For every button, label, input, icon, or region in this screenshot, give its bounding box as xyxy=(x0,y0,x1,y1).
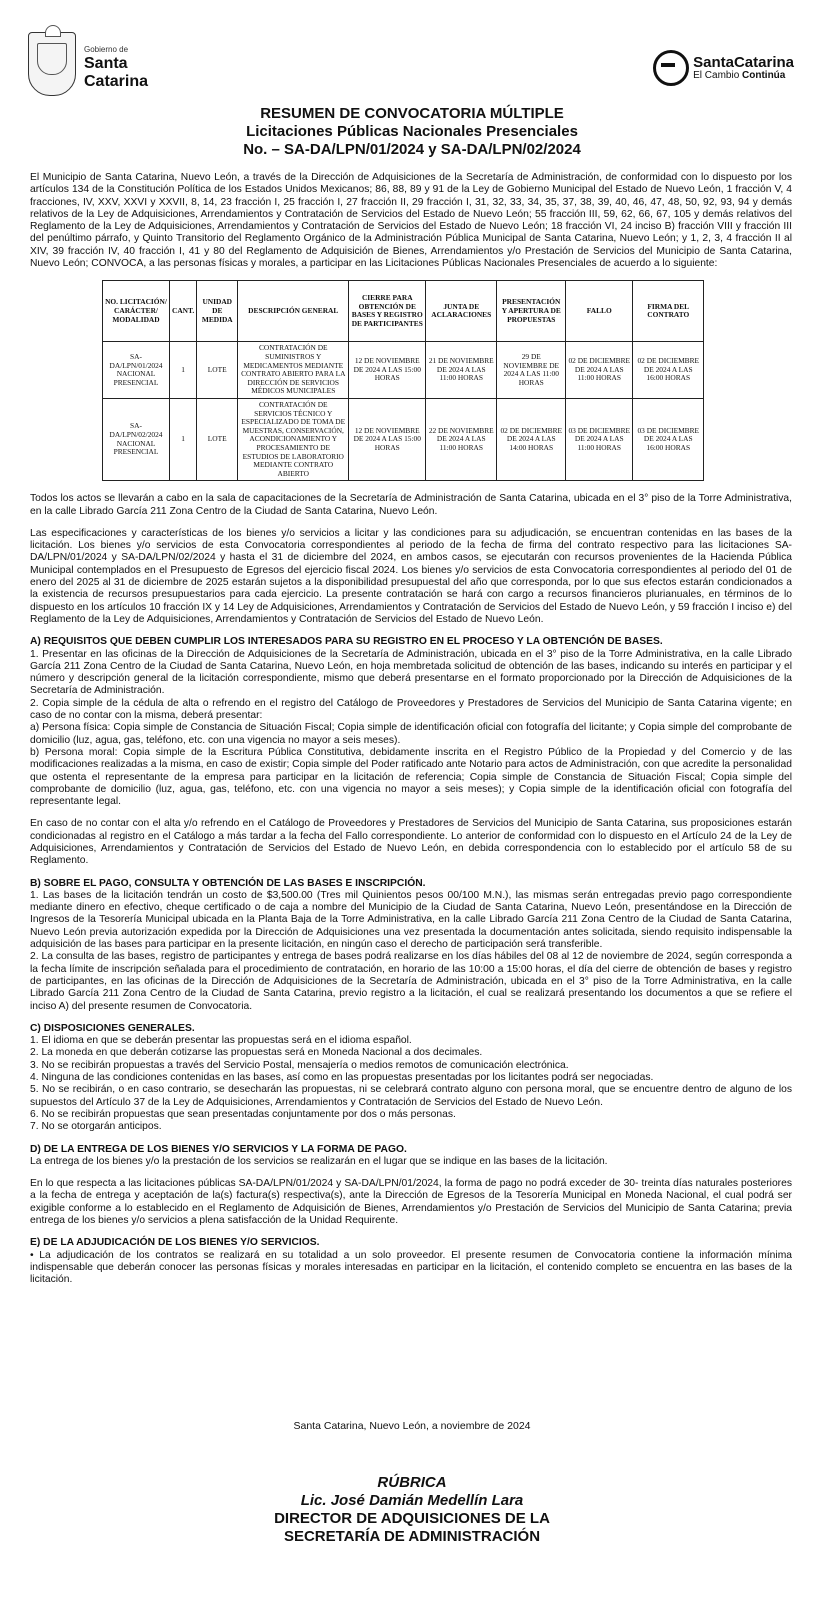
table-header-cell: JUNTA DE ACLARACIONES xyxy=(426,281,497,342)
table-cell: 02 DE DICIEMBRE DE 2024 A LAS 11:00 HORAS xyxy=(566,342,633,399)
brand-name: SantaCatarina xyxy=(693,54,794,71)
signer-role-line1: DIRECTOR DE ADQUISICIONES DE LA xyxy=(274,1510,550,1527)
signature-block xyxy=(0,1474,824,1546)
section-d-line: La entrega de los bienes y/o la prestación de los servicios se realizarán en el lugar que se indique en las bases de la licitación. xyxy=(30,1155,608,1167)
intro-paragraph: El Municipio de Santa Catarina, Nuevo León, a través de la Dirección de Adquisiciones de la Secretaría de Administración, de conformidad con lo dispuesto por los artículos 134 de la Constitución Política de los Estados Unidos Mexicanos; 86, 88, 89 y 91 de la Ley de Gobierno Municipal del Estado de Nuevo León, 1 fracción V, 4 fracciones, IV, XXV, XXVI y XXVII, 8, 14, 23 fracción I, 25 fracción I, 27 fracción II, 29 fracción I, 31, 32, 33, 34, 35, 37, 38, 39, 40, 46, 47, 48, 50, 92, 93, 94 y demás relativos de la Ley de Adquisiciones, Arrendamientos y Contratación de Servicios del Estado de Nuevo León; 55 fracción III, 59, 62, 66, 67, 105 y demás relativos del Reglamento de la Ley de Adquisiciones, Arrendamientos y Contratación de Servicios del Estado de Nuevo León; 18 fracción VI, 24 inciso B) fracción VIII y fracción III del penúltimo párrafo, y Quinto Transitorio del Reglamento Orgánico de la Administración Pública Municipal de Santa Catarina, Nuevo León; y 1, 2, 3, 4 fracción II al XIV, 39 fracción IV, 40 fracción I, 41 y 80 del Reglamento de Adquisición de Bienes, Arrendamientos y/o Prestación de Servicios del Municipio de Santa Catarina, Nuevo León; CONVOCA, a las personas físicas y morales, a participar en las Licitaciones Públicas Nacionales Presenciales de acuerdo a lo siguiente: xyxy=(30,172,792,270)
document-title xyxy=(0,105,824,159)
table-cell: 21 DE NOVIEMBRE DE 2024 A LAS 11:00 HORAS xyxy=(426,342,497,399)
section-e-heading: E) DE LA ADJUDICACIÓN DE LOS BIENES Y/O SERVICIOS. xyxy=(30,1237,320,1249)
table-header-cell: FIRMA DEL CONTRATO xyxy=(633,281,704,342)
table-header-cell: CANT. xyxy=(170,281,197,342)
table-row xyxy=(103,398,704,480)
table-cell: 29 DE NOVIEMBRE DE 2024 A LAS 11:00 HORAS xyxy=(497,342,566,399)
signer-role-line2: SECRETARÍA DE ADMINISTRACIÓN xyxy=(283,1528,541,1545)
table-cell: 1 xyxy=(170,342,197,399)
section-a-heading: A) REQUISITOS QUE DEBEN CUMPLIR LOS INTERESADOS PARA SU REGISTRO EN EL PROCESO Y LA OBTENCIÓN DE BASES. xyxy=(30,636,663,648)
section-d-heading: D) DE LA ENTREGA DE LOS BIENES Y/O SERVICIOS Y LA FORMA DE PAGO. xyxy=(30,1143,407,1155)
table-cell: SA-DA/LPN/02/2024 NACIONAL PRESENCIAL xyxy=(103,398,170,480)
section-c-item: 7. No se otorgarán anticipos. xyxy=(30,1121,162,1133)
location-paragraph: Todos los actos se llevarán a cabo en la sala de capacitaciones de la Secretaría de Administración de Santa Catarina, ubicada en el 3° piso de la Torre Administrativa, en la calle Librado García 211 Zona Centro de la Ciudad de Santa Catarina, Nuevo León. xyxy=(30,493,792,517)
section-a-item: b) Persona moral: Copia simple de la Escritura Pública Constitutiva, debidamente inscrita en el Registro Público de la Propiedad y del Comercio y de las modificaciones realizadas a la misma, en caso de existir; Copia simple del Poder ratificado ante Notario para actos de Administración, con que acredite la personalidad que ostenta el representante de la empresa para participar en la licitación de referencia; Copia simple de Constancia de Situación Fiscal; Copia simple del comprobante de domicilio (luz, agua, gas, teléfono, etc. con una vigencia no mayor a seis meses); y Copia simple de la identificación oficial con fotografía del representante legal. xyxy=(30,746,792,808)
tender-table xyxy=(102,280,704,481)
brand-mark-icon xyxy=(653,50,689,86)
table-cell: LOTE xyxy=(197,342,238,399)
table-header-cell: FALLO xyxy=(566,281,633,342)
document-body xyxy=(30,172,792,1287)
table-cell: 03 DE DICIEMBRE DE 2024 A LAS 16:00 HORAS xyxy=(633,398,704,480)
section-a-item: 2. Copia simple de la cédula de alta o refrendo en el registro del Catálogo de Proveedores y Prestadores de Servicios del Municipio de Santa Catarina vigente; en caso de no contar con la misma, deberá presentar: xyxy=(30,697,792,722)
table-cell: 12 DE NOVIEMBRE DE 2024 A LAS 15:00 HORAS xyxy=(349,398,426,480)
section-b-item: 1. Las bases de la licitación tendrán un costo de $3,500.00 (Tres mil Quinientos pesos 00/100 M.N.), las mismas serán entregadas previo pago correspondiente mediante dinero en efectivo, cheque certificado o de caja a nombre del Municipio de la Ciudad de Santa Catarina, Nuevo León, presentándose en la Dirección de Ingresos de la Tesorería Municipal ubicada en la Planta Baja de la Torre Administrativa, en la calle Librado García 211 Zona Centro de la Ciudad de Santa Catarina, Nuevo León previa autorización expedida por la Dirección de Adquisiciones una vez presentada la documentación antes solicitada, siendo requisito indispensable la adquisición de las bases para participar en la presente licitación, en ningún caso el derecho de participación será transferible. xyxy=(30,889,792,951)
table-cell: CONTRATACIÓN DE SERVICIOS TÉCNICO Y ESPECIALIZADO DE TOMA DE MUESTRAS, CONSERVACIÓN, ACONDICIONAMIENTO Y PROCESAMIENTO DE ESTUDIOS DE LABORATORIO MEDIANTE CONTRATO ABIERTO xyxy=(238,398,349,480)
section-c-item: 4. Ninguna de las condiciones contenidas en las bases, así como en las propuestas presentadas por los licitantes podrá ser negociadas. xyxy=(30,1072,654,1084)
table-header-cell: UNIDAD DE MEDIDA xyxy=(197,281,238,342)
brand-tagline: El Cambio Continúa xyxy=(693,70,786,81)
section-a-item: 1. Presentar en las oficinas de la Dirección de Adquisiciones de la Secretaría de Administración, ubicada en el 3° piso de la Torre Administrativa, en la calle Librado García 211 Zona Centro de la Ciudad de Santa Catarina, Nuevo León, en hoja membretada solicitud de obtención de las bases, indicando su interés en participar y el número y descripción general de la licitación correspondiente, mismo que deberá presentarse en el formato proporcionado por la Dirección de Adquisiciones de la Secretaría de Administración. xyxy=(30,648,792,697)
section-c-item: 1. El idioma en que se deberán presentar las propuestas será en el idioma español. xyxy=(30,1035,412,1047)
table-cell: 22 DE NOVIEMBRE DE 2024 A LAS 11:00 HORAS xyxy=(426,398,497,480)
table-cell: 02 DE DICIEMBRE DE 2024 A LAS 16:00 HORAS xyxy=(633,342,704,399)
section-a-note: En caso de no contar con el alta y/o refrendo en el Catálogo de Proveedores y Prestadores de Servicios del Municipio de Santa Catarina, sus proposiciones estarán condicionadas al registro en el Catálogo a más tardar a la fecha del Fallo correspondiente. Lo anterior de conformidad con lo dispuesto en el Artículo 24 de la Ley de Adquisiciones, Arrendamientos y Contratación de Servicios del Estado de Nuevo León, en debida correspondencia con lo establecido por el artículo 58 de su Reglamento. xyxy=(30,818,792,867)
gov-name-line1: Santa xyxy=(84,55,128,72)
table-cell: 1 xyxy=(170,398,197,480)
gov-small-text: Gobierno de xyxy=(84,45,129,54)
table-cell: 02 DE DICIEMBRE DE 2024 A LAS 14:00 HORAS xyxy=(497,398,566,480)
gov-name-line2: Catarina xyxy=(84,73,149,90)
section-e-text: • La adjudicación de los contratos se realizará en su totalidad a un solo proveedor. El presente resumen de Convocatoria contiene la información mínima indispensable que deberán conocer las personas físicas y morales interesadas en participar en la licitación, el contenido completo se encuentra en las bases de la licitación. xyxy=(30,1249,792,1286)
section-c-item: 2. La moneda en que deberán cotizarse las propuestas será en Moneda Nacional a dos decimales. xyxy=(30,1047,483,1059)
table-cell: 12 DE NOVIEMBRE DE 2024 A LAS 15:00 HORAS xyxy=(349,342,426,399)
rubrica-label: RÚBRICA xyxy=(377,1474,447,1491)
brand-logo xyxy=(653,50,794,86)
government-logo xyxy=(28,32,148,96)
specs-paragraph: Las especificaciones y características de los bienes y/o servicios a licitar y las condiciones para su adjudicación, se encuentran contenidas en las bases de la licitación. Los bienes y/o servicios de esta Convocatoria correspondientes al periodo de la fecha de firma del contrato respectivo para las licitaciones SA-DA/LPN/01/2024 y SA-DA/LPN/02/2024 y hasta el 31 de diciembre del 2024, en ambos casos, se ejecutarán con recursos provenientes de la Hacienda Pública Municipal contemplados en el Presupuesto de Egresos del ejercicio fiscal 2024. Los bienes y/o servicios de esta Convocatoria correspondientes al periodo del 01 de enero del 2025 al 31 de diciembre de 2025 estarán sujetos a la disponibilidad presupuestal del año que corresponda, por lo que sus efectos estarán condicionados a la existencia de recursos presupuestarios para cada ejercicio. La presente contratación se hará con cargo a recursos financieros plurianuales, en términos de lo dispuesto en los artículos 10 fracción IX y 14 Ley de Adquisiciones, Arrendamientos y Contratación de Servicios del Estado de Nuevo León, y 59 fracción I inciso e) del Reglamento de la Ley de Adquisiciones, Arrendamientos y Contratación de Servicios del Estado de Nuevo León. xyxy=(30,527,792,625)
table-cell: SA-DA/LPN/01/2024 NACIONAL PRESENCIAL xyxy=(103,342,170,399)
table-cell: 03 DE DICIEMBRE DE 2024 A LAS 11:00 HORAS xyxy=(566,398,633,480)
signer-name: Lic. José Damián Medellín Lara xyxy=(300,1492,524,1509)
table-header-cell: CIERRE PARA OBTENCIÓN DE BASES Y REGISTRO DE PARTICIPANTES xyxy=(349,281,426,342)
table-row xyxy=(103,342,704,399)
section-b-heading: B) SOBRE EL PAGO, CONSULTA Y OBTENCIÓN DE LAS BASES E INSCRIPCIÓN. xyxy=(30,877,426,889)
section-c-item: 3. No se recibirán propuestas a través del Servicio Postal, mensajería o medios remotos de comunicación electrónica. xyxy=(30,1059,569,1071)
section-b-item: 2. La consulta de las bases, registro de participantes y entrega de bases podrá realizarse en los días hábiles del 08 al 12 de noviembre de 2024, según corresponda a la fecha límite de inscripción señalada para el procedimiento de contratación, en horario de las 10:00 a 15:00 horas, el día del cierre de obtención de bases y registro de participantes, en las oficinas de la Dirección de Adquisiciones de la Secretaría de Administración, ubicada en el 3° piso de la Torre Administrativa, en la calle Librado García 211 Zona Centro de la Ciudad de Santa Catarina, previo registro a la licitación, el cual se realizará presentando los documentos a que se refiere el inciso A) del presente resumen de Convocatoria. xyxy=(30,951,792,1012)
title-line3: No. – SA-DA/LPN/01/2024 y SA-DA/LPN/02/2024 xyxy=(243,141,581,158)
table-cell: LOTE xyxy=(197,398,238,480)
table-header-cell: PRESENTACIÓN Y APERTURA DE PROPUESTAS xyxy=(497,281,566,342)
coat-of-arms-icon xyxy=(28,32,76,96)
title-line2: Licitaciones Públicas Nacionales Presenciales xyxy=(246,123,578,140)
table-cell: CONTRATACIÓN DE SUMINISTROS Y MEDICAMENTOS MEDIANTE CONTRATO ABIERTO PARA LA DIRECCIÓN DE SERVICIOS MÉDICOS MUNICIPALES xyxy=(238,342,349,399)
table-header-cell: DESCRIPCIÓN GENERAL xyxy=(238,281,349,342)
section-a-item: a) Persona física: Copia simple de Constancia de Situación Fiscal; Copia simple de identificación oficial con fotografía del licitante; y Copia simple del comprobante de domicilio (luz, agua, gas, teléfono, etc. con una vigencia no mayor a seis meses). xyxy=(30,722,792,746)
section-c-item: 6. No se recibirán propuestas que sean presentadas conjuntamente por dos o más personas. xyxy=(30,1108,456,1120)
section-c-heading: C) DISPOSICIONES GENERALES. xyxy=(30,1022,195,1034)
section-c-item: 5. No se recibirán, o en caso contrario, se desecharán las propuestas, ni se celebrará contrato alguno con persona moral, que se encuentre dentro de alguno de los supuestos del Artículo 37 de la Ley de Adquisiciones, Arrendamientos y Contratación de Servicios del Estado de Nuevo León. xyxy=(30,1084,792,1108)
section-d-payment: En lo que respecta a las licitaciones públicas SA-DA/LPN/01/2024 y SA-DA/LPN/01/2024, la forma de pago no podrá exceder de 30- treinta días naturales posteriores a la fecha de entrega y aceptación de la(s) factura(s) respectiva(s), ante la Dirección de Egresos de la Tesorería Municipal en Moneda Nacional, el cual podrá ser exigible conforme a lo establecido en el Reglamento de Adquisición de Bienes, Arrendamientos y/o Prestación de Servicios del Municipio de Santa Catarina; previa entrega de los bienes y/o servicios a plena satisfacción de la Unidad Requirente. xyxy=(30,1178,792,1227)
title-line1: RESUMEN DE CONVOCATORIA MÚLTIPLE xyxy=(260,105,564,122)
table-header-row xyxy=(103,281,704,342)
table-header-cell: NO. LICITACIÓN/ CARÁCTER/ MODALIDAD xyxy=(103,281,170,342)
place-date: Santa Catarina, Nuevo León, a noviembre de 2024 xyxy=(293,1420,531,1432)
